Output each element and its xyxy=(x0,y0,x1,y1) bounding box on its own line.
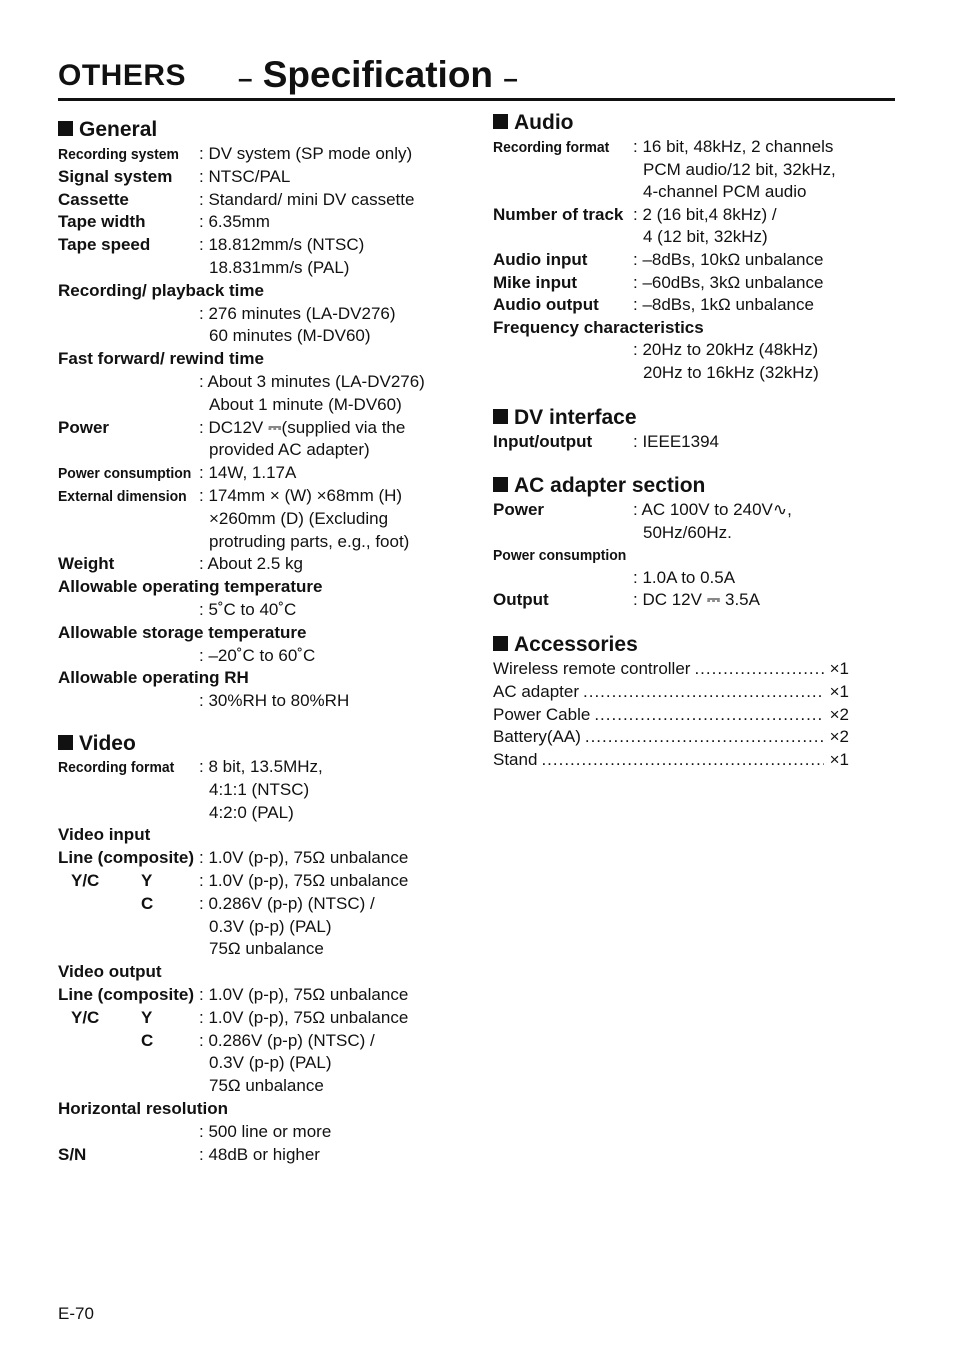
spec-value: 4:2:0 (PAL) xyxy=(209,802,294,822)
spec-label: Audio input xyxy=(493,250,588,269)
dv-interface-heading xyxy=(493,406,637,430)
spec-row xyxy=(58,281,264,301)
spec-row xyxy=(493,545,636,566)
spec-value: : 6.35mm xyxy=(199,212,270,232)
dv-interface-title: DV interface xyxy=(514,406,637,429)
square-bullet-icon xyxy=(58,121,73,136)
spec-label: Power consumption xyxy=(493,547,627,565)
spec-row xyxy=(58,167,172,187)
ac-adapter-title: AC adapter section xyxy=(514,474,706,497)
accessory-name: AC adapter xyxy=(493,681,579,701)
accessory-item xyxy=(493,705,849,725)
spec-value: : AC 100V to 240V∿, xyxy=(633,500,792,519)
spec-value: : About 3 minutes (LA-DV276) xyxy=(199,372,425,391)
spec-value: : 18.812mm/s (NTSC) xyxy=(199,235,365,255)
square-bullet-icon xyxy=(493,477,508,492)
spec-value: : –8dBs, 1kΩ unbalance xyxy=(633,295,814,315)
spec-value: : 1.0V (p-p), 75Ω unbalance xyxy=(199,1007,409,1027)
spec-row xyxy=(71,1008,99,1028)
accessories-heading xyxy=(493,633,638,657)
spec-value: : About 2.5 kg xyxy=(199,554,303,574)
square-bullet-icon xyxy=(58,735,73,750)
square-bullet-icon xyxy=(493,114,508,129)
ac-adapter-heading xyxy=(493,474,705,498)
spec-value: ×260mm (D) (Excluding xyxy=(209,508,389,528)
spec-label: Recording format xyxy=(493,139,610,156)
spec-row xyxy=(493,432,592,452)
spec-row xyxy=(58,463,201,484)
accessory-item xyxy=(493,727,849,747)
spec-value: : 2 (16 bit,4 8kHz) / xyxy=(633,204,777,224)
spec-value: About 1 minute (M-DV60) xyxy=(209,394,402,414)
spec-label: Line (composite) xyxy=(58,848,195,868)
accessories-title: Accessories xyxy=(514,633,638,656)
spec-value: : 0.286V (p-p) (NTSC) / xyxy=(199,893,375,913)
spec-label: Y/C xyxy=(71,1007,100,1027)
general-title: General xyxy=(79,118,158,141)
spec-label: Recording/ playback time xyxy=(58,280,264,300)
spec-row xyxy=(58,190,129,210)
spec-value: : 174mm × (W) ×68mm (H) xyxy=(199,486,403,505)
spec-label: Input/output xyxy=(493,432,593,451)
spec-label: Weight xyxy=(58,554,115,574)
spec-value: : 5˚C to 40˚C xyxy=(199,600,297,619)
accessory-name: Stand xyxy=(493,750,538,770)
square-bullet-icon xyxy=(493,636,508,651)
spec-sublabel: C xyxy=(141,1030,154,1050)
title-dash-left: – xyxy=(238,63,253,93)
accessory-quantity: ×2 xyxy=(829,727,849,747)
spec-value: : NTSC/PAL xyxy=(199,166,291,186)
spec-row xyxy=(493,137,618,158)
spec-row xyxy=(58,235,150,255)
accessory-name: Power Cable xyxy=(493,704,591,724)
leader-dots xyxy=(541,750,823,770)
spec-row xyxy=(493,295,599,315)
spec-sublabel: Y xyxy=(141,1007,153,1027)
spec-value: 50Hz/60Hz. xyxy=(643,522,732,542)
video-title: Video xyxy=(79,732,136,755)
spec-row xyxy=(71,871,99,891)
spec-row xyxy=(58,349,264,369)
spec-label: Fast forward/ rewind time xyxy=(58,349,264,369)
spec-label: Mike input xyxy=(493,272,578,292)
spec-row xyxy=(58,848,194,868)
accessory-item xyxy=(493,750,849,770)
accessory-item xyxy=(493,659,849,679)
spec-row xyxy=(58,623,306,643)
spec-row xyxy=(58,1145,86,1165)
spec-row xyxy=(58,554,114,574)
spec-row xyxy=(58,962,162,982)
spec-value: 0.3V (p-p) (PAL) xyxy=(209,1053,332,1073)
square-bullet-icon xyxy=(493,409,508,424)
spec-label: Frequency characteristics xyxy=(493,317,704,337)
title-text: Specification xyxy=(262,54,494,95)
spec-value: : DC 12V ⎓ 3.5A xyxy=(633,590,760,610)
spec-row xyxy=(493,205,623,225)
accessory-quantity: ×1 xyxy=(829,750,849,770)
spec-row xyxy=(58,985,194,1005)
spec-sublabel: Y xyxy=(141,871,153,890)
spec-label: Allowable operating RH xyxy=(58,668,249,688)
spec-row xyxy=(58,577,323,597)
spec-label: Line (composite) xyxy=(58,985,195,1004)
spec-value: : –8dBs, 10kΩ unbalance xyxy=(633,250,824,269)
spec-label: Y/C xyxy=(71,871,100,890)
spec-label: Allowable storage temperature xyxy=(58,622,307,642)
spec-value: : 0.286V (p-p) (NTSC) / xyxy=(199,1030,375,1050)
page-number: E-70 xyxy=(58,1304,94,1323)
spec-label: Video input xyxy=(58,825,151,845)
accessory-quantity: ×1 xyxy=(829,681,849,701)
spec-label: Power xyxy=(58,417,110,437)
general-heading xyxy=(58,118,157,142)
spec-row xyxy=(58,668,249,688)
spec-label: Signal system xyxy=(58,166,173,186)
audio-heading xyxy=(493,111,573,135)
accessory-quantity: ×2 xyxy=(829,704,849,724)
spec-row xyxy=(58,144,188,165)
audio-title: Audio xyxy=(514,111,574,134)
spec-value: 75Ω unbalance xyxy=(209,939,324,959)
spec-value: : 1.0V (p-p), 75Ω unbalance xyxy=(199,871,409,890)
spec-label: Recording format xyxy=(58,759,175,776)
spec-value: PCM audio/12 bit, 32kHz, xyxy=(643,159,836,179)
spec-value: : DC12V ⎓(supplied via the xyxy=(199,417,406,437)
spec-label: Horizontal resolution xyxy=(58,1099,228,1118)
spec-value: 20Hz to 16kHz (32kHz) xyxy=(643,363,819,382)
spec-value: 4:1:1 (NTSC) xyxy=(209,779,310,799)
spec-value: 75Ω unbalance xyxy=(209,1076,324,1096)
spec-row xyxy=(58,418,109,438)
accessory-name: Battery(AA) xyxy=(493,727,581,747)
spec-row xyxy=(493,250,587,270)
leader-dots xyxy=(694,659,823,679)
leader-dots xyxy=(594,705,823,725)
spec-value: : 1.0V (p-p), 75Ω unbalance xyxy=(199,985,409,1004)
spec-row xyxy=(58,212,146,232)
video-heading xyxy=(58,732,136,756)
spec-label: Number of track xyxy=(493,204,624,224)
accessory-name: Wireless remote controller xyxy=(493,659,691,678)
spec-label: Power consumption xyxy=(58,465,192,483)
spec-value: : –60dBs, 3kΩ unbalance xyxy=(633,272,824,292)
page-title xyxy=(238,54,518,96)
leader-dots xyxy=(585,727,824,747)
leader-dots xyxy=(583,682,824,702)
spec-value: : IEEE1394 xyxy=(633,432,720,451)
spec-value: : Standard/ mini DV cassette xyxy=(199,189,415,209)
spec-row xyxy=(58,757,183,778)
spec-value: : 276 minutes (LA-DV276) xyxy=(199,303,396,323)
page-header xyxy=(58,56,895,101)
accessory-quantity: ×1 xyxy=(829,659,849,678)
spec-row xyxy=(58,825,150,845)
spec-value: 60 minutes (M-DV60) xyxy=(209,326,371,346)
spec-value: : 48dB or higher xyxy=(199,1144,320,1164)
spec-row xyxy=(493,318,704,338)
spec-label: Allowable operating temperature xyxy=(58,577,323,597)
spec-value: 4 (12 bit, 32kHz) xyxy=(643,227,768,247)
spec-row xyxy=(58,1099,228,1119)
spec-label: Tape speed xyxy=(58,235,151,255)
spec-label: External dimension xyxy=(58,488,187,505)
spec-value: : 16 bit, 48kHz, 2 channels xyxy=(633,137,834,156)
spec-label: Cassette xyxy=(58,189,129,209)
spec-value: 18.831mm/s (PAL) xyxy=(209,258,350,277)
spec-value: : 14W, 1.17A xyxy=(199,463,297,483)
spec-row xyxy=(493,590,549,610)
spec-value: : 1.0A to 0.5A xyxy=(633,567,736,587)
spec-value: 4-channel PCM audio xyxy=(643,182,807,202)
spec-value: : 8 bit, 13.5MHz, xyxy=(199,757,323,776)
accessory-item xyxy=(493,682,849,702)
spec-value: 0.3V (p-p) (PAL) xyxy=(209,916,332,936)
spec-label: Output xyxy=(493,590,549,610)
spec-sublabel: C xyxy=(141,893,154,913)
spec-value: : 500 line or more xyxy=(199,1121,332,1141)
spec-row xyxy=(58,486,196,507)
spec-label: Power xyxy=(493,500,545,519)
spec-value: : 30%RH to 80%RH xyxy=(199,691,350,711)
title-dash-right: – xyxy=(503,63,518,93)
spec-label: Audio output xyxy=(493,295,599,315)
spec-row xyxy=(493,273,577,293)
spec-label: Video output xyxy=(58,962,162,982)
spec-value: protruding parts, e.g., foot) xyxy=(209,531,410,551)
spec-value: provided AC adapter) xyxy=(209,440,370,460)
spec-value: : –20˚C to 60˚C xyxy=(199,645,316,665)
spec-row xyxy=(493,500,544,520)
section-name: OTHERS xyxy=(58,59,187,92)
spec-label: S/N xyxy=(58,1144,87,1164)
spec-label: Recording system xyxy=(58,146,179,163)
spec-value: : DV system (SP mode only) xyxy=(199,144,413,163)
spec-value: : 1.0V (p-p), 75Ω unbalance xyxy=(199,848,409,868)
spec-label: Tape width xyxy=(58,212,146,232)
spec-value: : 20Hz to 20kHz (48kHz) xyxy=(633,340,819,360)
